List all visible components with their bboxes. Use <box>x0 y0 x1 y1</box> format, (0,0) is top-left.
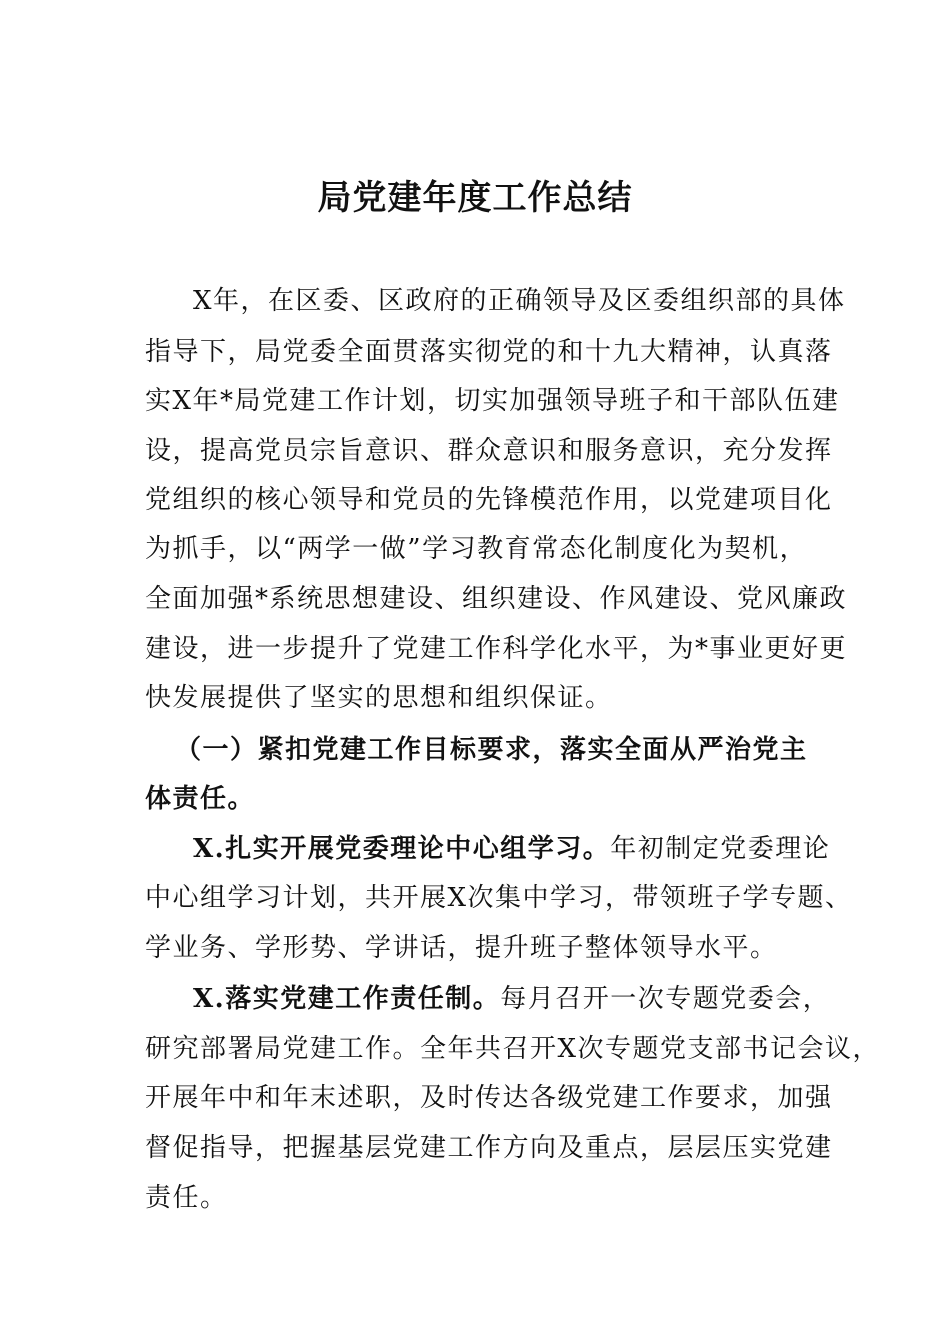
paragraph-line: 指导下，局党委全面贯落实彻党的和十九大精神，认真落 <box>145 337 833 367</box>
paragraph-line: 督促指导，把握基层党建工作方向及重点，层层压实党建 <box>145 1133 833 1163</box>
item-first-line <box>193 982 830 1016</box>
paragraph-line: 学业务、学形势、学讲话，提升班子整体领导水平。 <box>145 933 778 963</box>
paragraph-line: 为抓手，以“两学一做”学习教育常态化制度化为契机， <box>145 534 808 564</box>
paragraph-line: 党组织的核心领导和党员的先锋模范作用，以党建项目化 <box>145 485 833 515</box>
item-title: X.落实党建工作责任制。 <box>193 984 501 1014</box>
paragraph-line: 全面加强*系统思想建设、组织建设、作风建设、党风廉政 <box>145 584 848 614</box>
paragraph-line: 实X年*局党建工作计划，切实加强领导班子和干部队伍建 <box>145 386 840 416</box>
item-title: X.扎实开展党委理论中心组学习。 <box>193 834 611 864</box>
section-heading-line: 体责任。 <box>145 784 256 814</box>
section-heading-line: （一）紧扣党建工作目标要求，落实全面从严治党主 <box>175 735 808 765</box>
paragraph-line: 开展年中和年末述职，及时传达各级党建工作要求，加强 <box>145 1083 833 1113</box>
item-text: 每月召开一次专题党委会， <box>500 984 831 1014</box>
paragraph-line: 快发展提供了坚实的思想和组织保证。 <box>145 683 613 713</box>
paragraph-line: 责任。 <box>145 1183 228 1213</box>
document-title: 局党建年度工作总结 <box>317 178 633 218</box>
paragraph-line: 设，提高党员宗旨意识、群众意识和服务意识，充分发挥 <box>145 436 833 466</box>
item-text: 年初制定党委理论 <box>610 834 831 864</box>
paragraph-line: 建设，进一步提升了党建工作科学化水平，为*事业更好更 <box>145 634 848 664</box>
item-first-line <box>193 832 830 866</box>
paragraph-line: 中心组学习计划，共开展X次集中学习，带领班子学专题、 <box>145 883 853 913</box>
paragraph-line: X年，在区委、区政府的正确领导及区委组织部的具体 <box>193 286 846 316</box>
paragraph-line: 研究部署局党建工作。全年共召开X次专题党支部书记会议， <box>145 1034 881 1064</box>
